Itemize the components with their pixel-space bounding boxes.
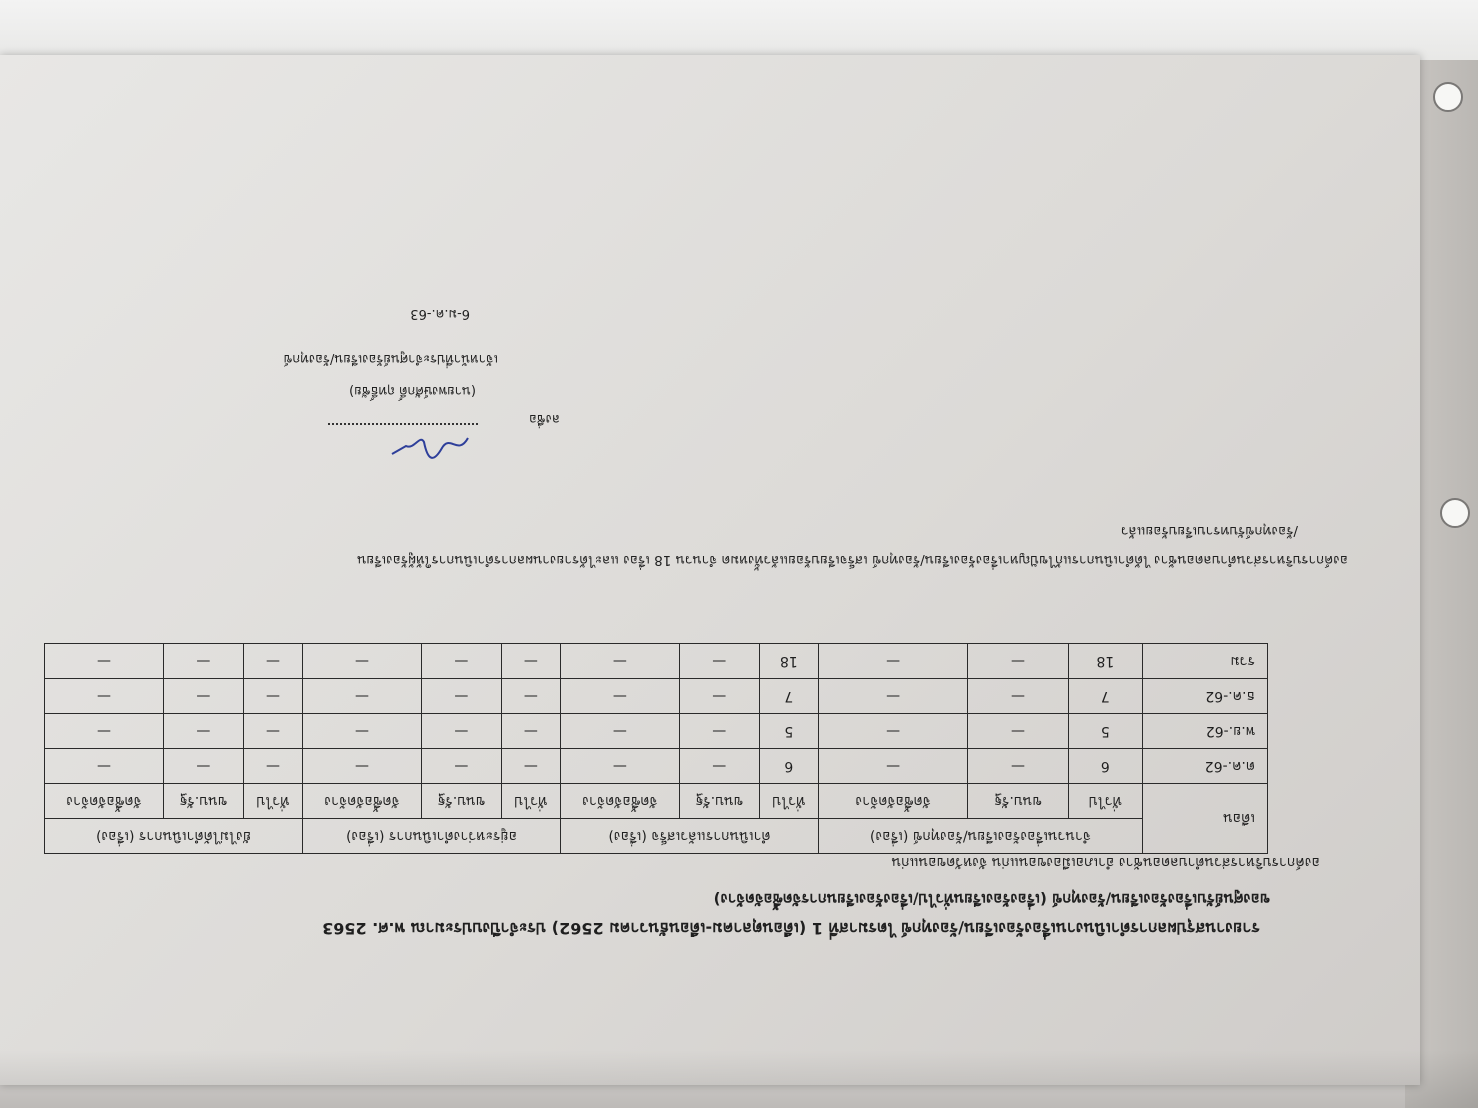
table-cell: 18 — [759, 644, 818, 679]
table-cell: — — [968, 749, 1068, 784]
report-title: รายงานสรุปผลการดำเนินงานเรื่องร้องเรียน/ร้องทุกข์ ไตรมาสที่ 1 (เดือนตุลาคม-เดือนธันวาคม 2562) ประจำปีงบประมาณ พ.ศ. 2563 — [322, 919, 1260, 938]
table-cell: — — [421, 714, 501, 749]
signature-scribble — [386, 428, 476, 468]
table-cell: — — [303, 714, 422, 749]
table-row — [45, 644, 1268, 679]
summary-paragraph-continued: /ร้องทุกข์รับทราบเรียบร้อยแล้ว — [1120, 523, 1298, 539]
sub-header: จัดซื้อจัดจ้าง — [818, 784, 967, 819]
table-cell: — — [303, 749, 422, 784]
table-cell: — — [818, 749, 967, 784]
report-subtitle: ของศูนย์รับเรื่องร้องเรียน/ร้องทุกข์ (เรื่องร้องเรียนทั่วไป/เรื่องร้องเรียนการจัดซื้อจัดจ้าง) — [713, 890, 1270, 908]
table-cell: — — [818, 644, 967, 679]
table-row — [45, 749, 1268, 784]
group-header: ดำเนินการแล้วเสร็จ (เรื่อง) — [560, 819, 818, 854]
month-cell: ธ.ค.-62 — [1143, 679, 1268, 714]
table-cell: — — [303, 644, 422, 679]
table-cell: — — [243, 644, 302, 679]
group-header: อยู่ระหว่างดำเนินการ (เรื่อง) — [303, 819, 561, 854]
table-cell: — — [501, 749, 560, 784]
table-cell: — — [968, 679, 1068, 714]
sub-header: ทั่วไป — [1068, 784, 1142, 819]
table-cell: — — [45, 679, 164, 714]
sub-header: ขนบ.รัฐ — [679, 784, 759, 819]
signer-role: เจ้าหน้าที่ประจำศูนย์ร้องเรียน/ร้องทุกข์ — [283, 351, 498, 366]
bottom-shadow — [0, 1050, 1478, 1108]
table-cell: — — [818, 714, 967, 749]
table-cell: — — [243, 749, 302, 784]
sub-header: ขนบ.รัฐ — [421, 784, 501, 819]
group-header: ยังไม่ได้ดำเนินการ (เรื่อง) — [45, 819, 303, 854]
organization-line: องค์การบริหารส่วนตำบลดอนช้าง อำเภอเมืองขอนแก่น จังหวัดขอนแก่น — [891, 854, 1320, 870]
table-cell: — — [45, 644, 164, 679]
table-cell: — — [45, 749, 164, 784]
table-cell: — — [679, 644, 759, 679]
table-row — [45, 679, 1268, 714]
table-cell: 7 — [1068, 679, 1142, 714]
table-cell: — — [421, 749, 501, 784]
table-cell: 18 — [1068, 644, 1142, 679]
table-cell: — — [243, 679, 302, 714]
table-cell: — — [45, 714, 164, 749]
report-table — [44, 643, 1268, 854]
table-cell: — — [163, 714, 243, 749]
month-cell: พ.ย.-62 — [1143, 714, 1268, 749]
table-cell: 5 — [759, 714, 818, 749]
sub-header: ทั่วไป — [501, 784, 560, 819]
sub-header: ขนบ.รัฐ — [968, 784, 1068, 819]
table-cell: — — [303, 679, 422, 714]
table-cell: — — [968, 644, 1068, 679]
sub-header: จัดซื้อจัดจ้าง — [303, 784, 422, 819]
table-cell: — — [560, 714, 679, 749]
sub-header: จัดซื้อจัดจ้าง — [560, 784, 679, 819]
table-cell: — — [501, 714, 560, 749]
table-cell: — — [501, 679, 560, 714]
month-header: เดือน — [1143, 784, 1268, 854]
sub-header: ขนบ.รัฐ — [163, 784, 243, 819]
table-cell: 7 — [759, 679, 818, 714]
sub-header: ทั่วไป — [759, 784, 818, 819]
table-cell: — — [243, 714, 302, 749]
table-cell: — — [968, 714, 1068, 749]
table-cell: 6 — [759, 749, 818, 784]
table-cell: 5 — [1068, 714, 1142, 749]
table-cell: — — [163, 749, 243, 784]
table-cell: — — [421, 644, 501, 679]
group-header: จำนวนเรื่องร้องเรียน/ร้องทุกข์ (เรื่อง) — [818, 819, 1142, 854]
signature-date: 6-ม.ค.-63 — [410, 306, 470, 321]
table-cell: — — [679, 714, 759, 749]
signature-label: ลงชื่อ — [529, 411, 560, 426]
table-cell: — — [163, 644, 243, 679]
table-cell: — — [679, 679, 759, 714]
table-subheader-row — [45, 784, 1268, 819]
table-cell: — — [560, 679, 679, 714]
signer-name: (นายพงษ์ศักดิ์ ฤทธิ์ชัย) — [349, 383, 476, 398]
month-cell: ต.ค.-62 — [1143, 749, 1268, 784]
signature-line — [328, 423, 478, 425]
table-cell: — — [421, 679, 501, 714]
table-cell: — — [818, 679, 967, 714]
table-row — [45, 714, 1268, 749]
table-cell: 6 — [1068, 749, 1142, 784]
sub-header: ทั่วไป — [243, 784, 302, 819]
table-cell: — — [163, 679, 243, 714]
table-cell: — — [560, 644, 679, 679]
table-cell: — — [679, 749, 759, 784]
table-cell: — — [501, 644, 560, 679]
table-cell: — — [560, 749, 679, 784]
table-header-row — [45, 819, 1268, 854]
summary-paragraph: องค์การบริหารส่วนตำบลดอนช้าง ได้ดำเนินการแก้ไขปัญหาเรื่องร้องเรียน/ร้องทุกข์ เสร็จเรียบร้อยแล้วทั้งหมด จำนวน 18 เรื่อง และได้รายงานผลการดำเนินการให้ผู้ร้องเรียน — [357, 552, 1348, 568]
sub-header: จัดซื้อจัดจ้าง — [45, 784, 164, 819]
month-cell: รวม — [1143, 644, 1268, 679]
